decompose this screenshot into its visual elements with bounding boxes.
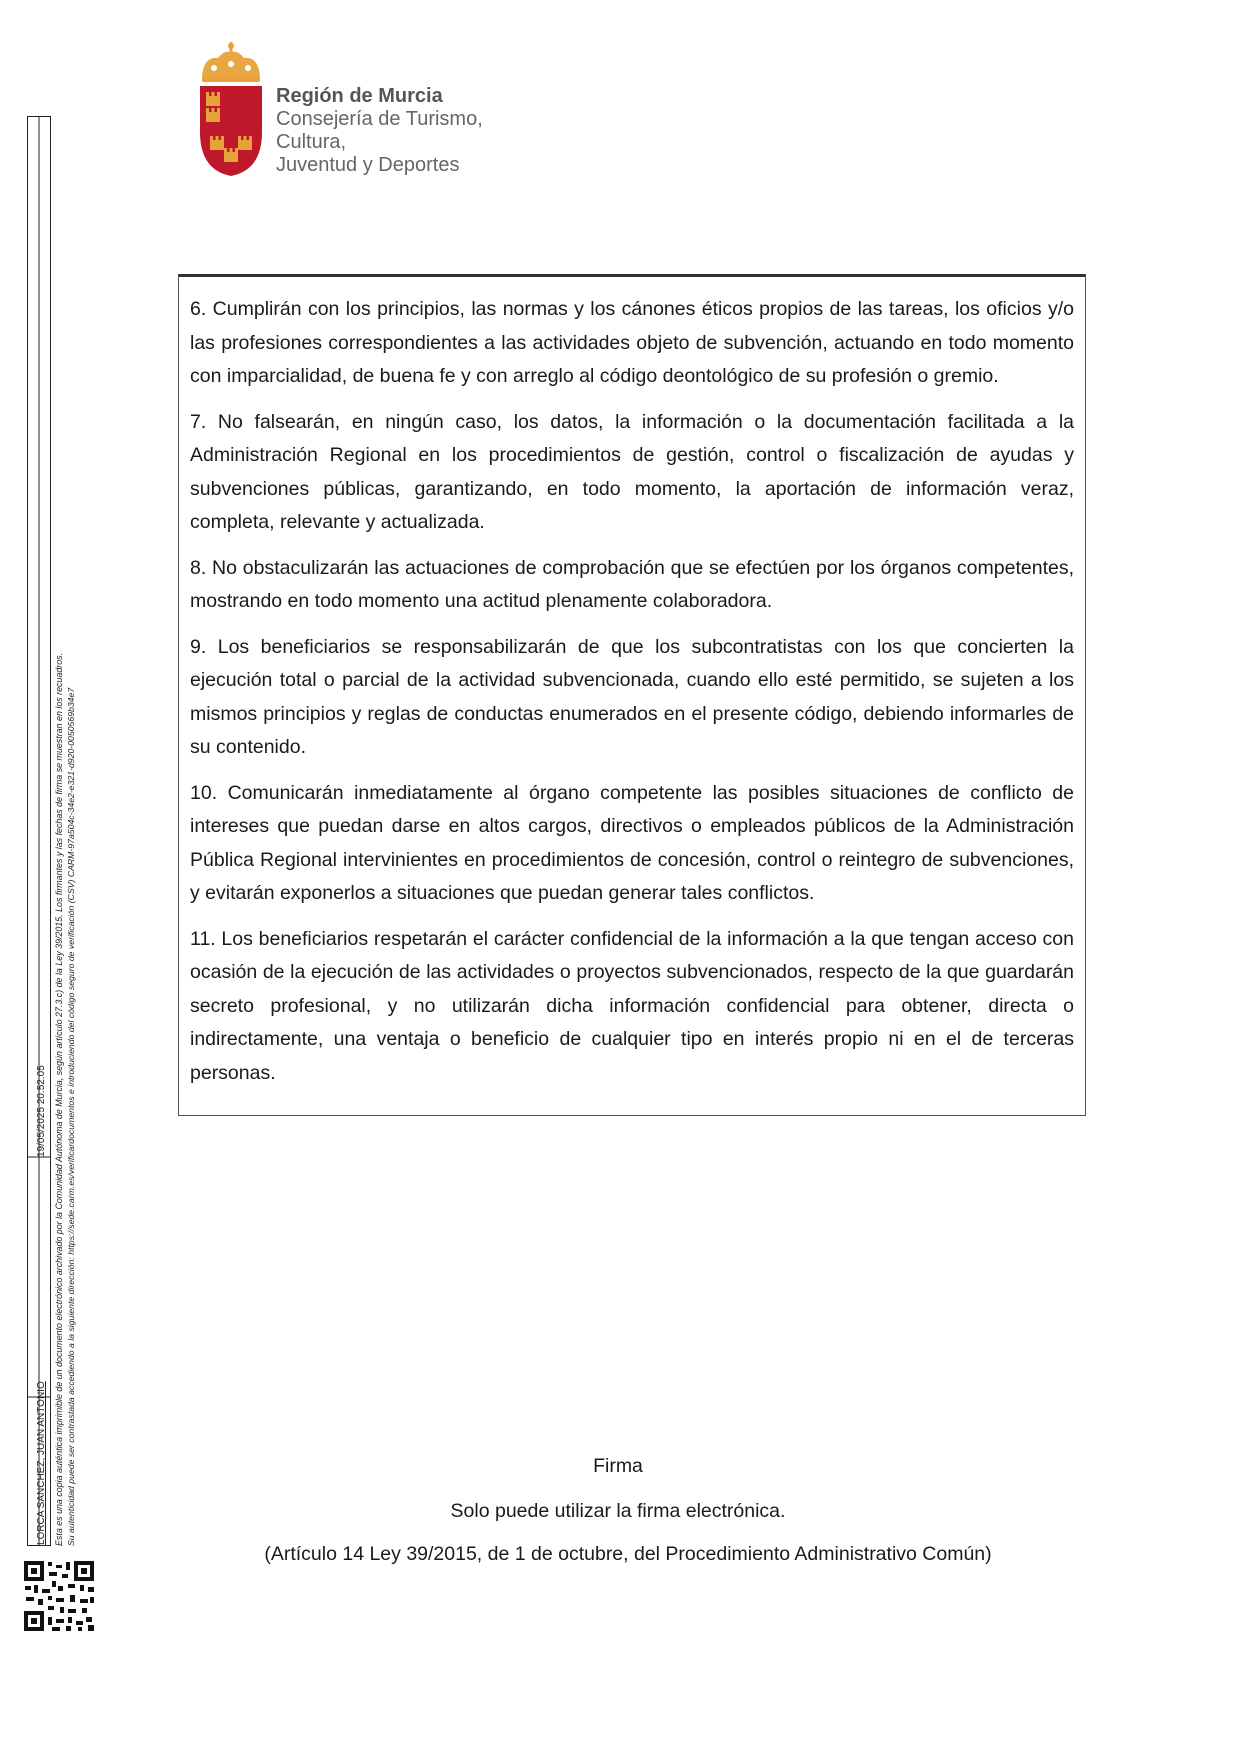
- department-line-2: Juventud y Deportes: [276, 154, 460, 176]
- org-name: Región de Murcia: [276, 85, 443, 107]
- signature-box: [27, 116, 51, 1546]
- department-line-1: Consejería de Turismo, Cultura,: [276, 108, 483, 153]
- paragraph-9: 9. Los beneficiarios se responsabilizarán de que los subcontratistas con los que concierten la ejecución total o parcial de la actividad subvencionada, cuando ello esté permitido, se sujeten a los mismos principios y reglas de conductas enumerados en el presente código, debiendo informarles de su contenido.: [190, 635, 1074, 758]
- paragraph-8: 8. No obstaculizarán las actuaciones de comprobación que se efectúen por los órganos competentes, mostrando en todo momento una actitud plenamente colaboradora.: [190, 556, 1074, 612]
- commitments-box: [178, 274, 1086, 1116]
- paragraph-10: 10. Comunicarán inmediatamente al órgano competente las posibles situaciones de conflicto de intereses que puedan darse en altos cargos, directivos o empleados públicos de la Administración Pública Regional intervinientes en procedimientos de concesión, control o reintegro de subvenciones, y evitarán exponerlos a situaciones que puedan generar tales conflictos.: [190, 781, 1074, 904]
- signature-note: Solo puede utilizar la firma electrónica.: [450, 1500, 786, 1522]
- paragraph-11: 11. Los beneficiarios respetarán el carácter confidencial de la información a la que tengan acceso con ocasión de la ejecución de las actividades o proyectos subvencionados, respecto de la que guardarán secreto profesional, y no utilizarán dicha información confidencial para obtener, directa o indirectamente, una ventaja o beneficio de cualquier tipo en interés propio ni en el de terceras personas.: [190, 927, 1074, 1084]
- signer-name: LORCA SANCHEZ, JUAN ANTONIO: [36, 1381, 47, 1545]
- region-logo: [196, 40, 541, 180]
- paragraph-6: 6. Cumplirán con los principios, las normas y los cánones éticos propios de las tareas, los oficios y/o las profesiones correspondientes a las actividades objeto de subvención, actuando en todo momento con imparcialidad, de buena fe y con arreglo al código deontológico de su profesión o gremio.: [190, 298, 1074, 387]
- paragraph-7: 7. No falsearán, en ningún caso, los datos, la información o la documentación facilitada a la Administración Regional en los procedimientos de gestión, control o fiscalización de ayudas y subvenciones públicas, garantizando, en todo momento, la aportación de información veraz, completa, relevante y actualizada.: [190, 410, 1074, 533]
- legal-notice-line-1: Esta es una copia auténtica imprimible de un documento electrónico archivado por la Comunidad Autónoma de Murcia, según artículo 27.3.c) de la Ley 39/2015. Los firmantes y las fechas de firma se muestran en los recuadros.: [54, 652, 64, 1546]
- logo-text: [276, 84, 541, 177]
- legal-reference: (Artículo 14 Ley 39/2015, de 1 de octubre, del Procedimiento Administrativo Común): [264, 1543, 992, 1565]
- coat-of-arms-icon: [196, 40, 266, 180]
- legal-notice-line-2: Su autenticidad puede ser contrastada accediendo a la siguiente dirección: https://sede.carm.es/verificardocumentos e introduciendo del código seguro de verificación (CSV) CARM-97a504c-34e2-e321-d920-0050569b34e7: [66, 687, 76, 1546]
- signature-sidebar: [22, 116, 97, 1646]
- qr-code-icon: [22, 1559, 96, 1633]
- signature-label: Firma: [593, 1455, 643, 1477]
- signature-date: 19/05/2025 20:52:05: [36, 1065, 47, 1157]
